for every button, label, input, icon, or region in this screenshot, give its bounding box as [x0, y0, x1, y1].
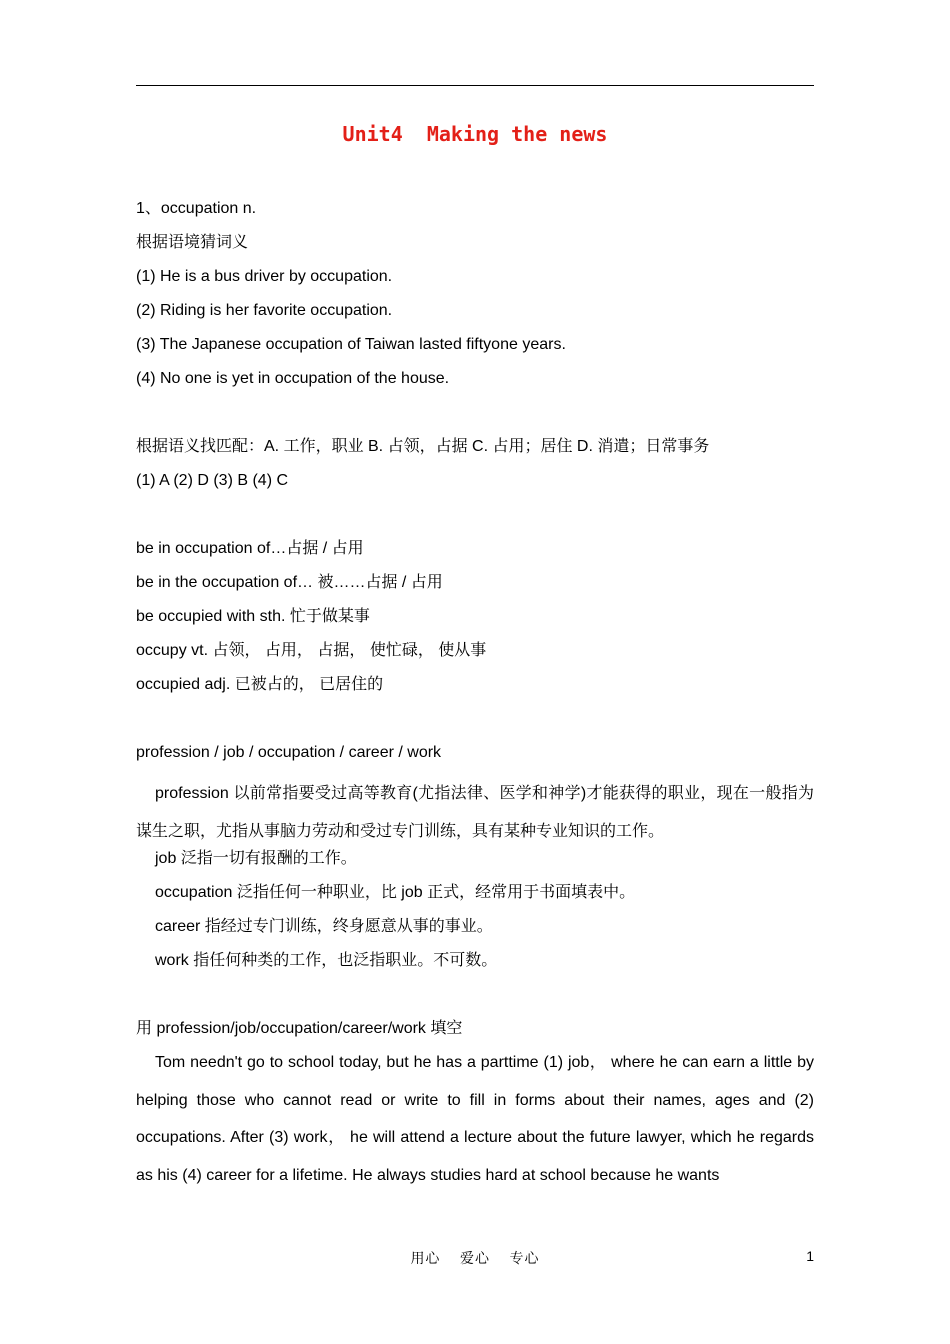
footer-text: 用心 爱心 专心 — [410, 1250, 540, 1266]
occupation-explanation: occupation 泛指任何一种职业，比 job 正式，经常用于书面填表中。 — [155, 884, 636, 901]
comparison-heading: profession / job / occupation / career / work — [136, 744, 442, 761]
example-sentence: (3) The Japanese occupation of Taiwan lasted fiftyone years. — [136, 336, 566, 353]
page-number: 1 — [806, 1248, 814, 1264]
profession-explanation: profession 以前常指要受过高等教育(尤指法律、医学和神学)才能获得的职业，现在一般指为谋生之职，尤指从事脑力劳动和受过专门训练，具有某种专业知识的工作。 — [136, 785, 814, 840]
match-instruction: 根据语义找匹配：A. 工作，职业 B. 占领，占据 C. 占用；居住 D. 消遣；日常事务 — [136, 438, 710, 455]
section-heading: 1、occupation n. — [136, 200, 257, 217]
phrase-item: occupy vt. 占领， 占用， 占据， 使忙碌， 使从事 — [136, 642, 487, 659]
example-sentence: (4) No one is yet in occupation of the house. — [136, 370, 450, 387]
exercise-instruction: 用 profession/job/occupation/career/work 填空 — [136, 1020, 463, 1037]
phrase-item: be in the occupation of… 被……占据 / 占用 — [136, 574, 443, 591]
page-title: Unit4 Making the news — [342, 122, 608, 146]
example-sentence: (1) He is a bus driver by occupation. — [136, 268, 393, 285]
career-explanation: career 指经过专门训练，终身愿意从事的事业。 — [155, 918, 493, 935]
phrase-item: be in occupation of…占据 / 占用 — [136, 540, 364, 557]
exercise-passage: Tom needn't go to school today, but he has a parttime (1) job， where he can earn a little by helping those who cannot read or write to fill in forms about their names, ages and (2) occupations. After (3) work， he will attend a lecture about the future lawyer, which he regards as his (4) career for a lifetime. He always studies hard at school because he wants — [136, 1054, 814, 1184]
job-explanation: job 泛指一切有报酬的工作。 — [155, 850, 357, 867]
phrase-item: be occupied with sth. 忙于做某事 — [136, 608, 370, 625]
guess-instruction: 根据语境猜词义 — [136, 234, 249, 251]
header-rule — [136, 85, 814, 86]
answers: (1) A (2) D (3) B (4) C — [136, 472, 289, 489]
work-explanation: work 指任何种类的工作，也泛指职业。不可数。 — [155, 952, 498, 969]
example-sentence: (2) Riding is her favorite occupation. — [136, 302, 393, 319]
document-body — [136, 197, 814, 1194]
phrase-item: occupied adj. 已被占的， 已居住的 — [136, 676, 384, 693]
